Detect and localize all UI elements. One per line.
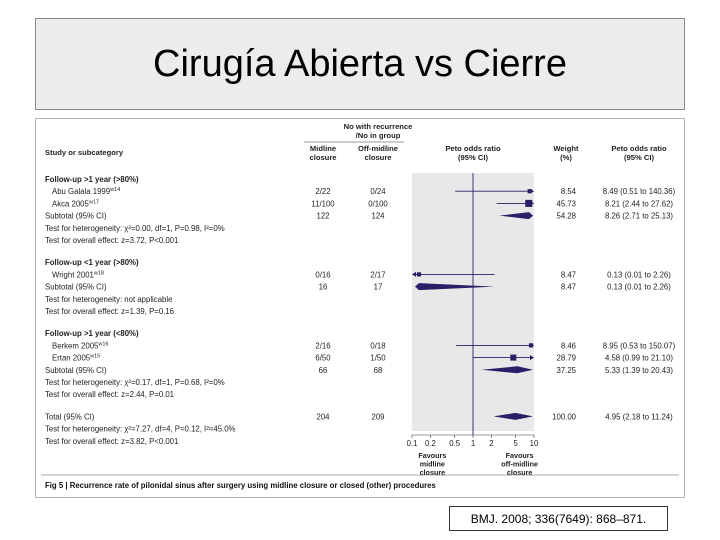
row-test-statistic: Test for overall effect: z=1.39, P=0.16 [45, 307, 175, 316]
header-offmidline-line1: Off-midline [357, 144, 399, 153]
row-test-statistic: Test for overall effect: z=3.82, P<0.001 [45, 436, 179, 446]
study-label: Akca $2005^{w17}$ [52, 199, 99, 209]
row-group-header: Follow-up <1 year (>80%) [45, 258, 139, 268]
weight-value: 8.47 [560, 282, 576, 292]
forest-plot [36, 119, 684, 497]
offmidline-count: 124 [371, 211, 385, 221]
x-tick-label: 0.2 [424, 439, 436, 448]
subtotal-label: Subtotal (95% CI) [45, 211, 107, 221]
offmidline-count: 0/18 [370, 341, 386, 351]
row-test-statistic: Test for heterogeneity: not applicable [45, 294, 173, 304]
header-peto-right-line1: Peto odds ratio [611, 144, 667, 153]
row-test-statistic: Test for overall effect: z=2.44, P=0.01 [45, 390, 175, 400]
x-tick-label: 10 [529, 439, 539, 448]
row-test-statistic: Test for overall effect: z=3.72, P<0.001 [45, 236, 179, 245]
header-recurrence-line2: /No in group [355, 131, 401, 140]
midline-count: 2/22 [315, 187, 331, 197]
midline-count: 11/100 [311, 199, 335, 209]
favours-right-label: off-midline [501, 459, 539, 469]
point-estimate-square [529, 343, 533, 347]
slide-title: Cirugía Abierta vs Cierre [153, 42, 567, 85]
weight-value: 8.46 [560, 341, 576, 351]
header-weight-line2: (%) [560, 153, 572, 162]
weight-value: 45.73 [556, 199, 576, 209]
weight-value: 8.54 [560, 187, 576, 197]
header-weight-line1: Weight [553, 144, 579, 153]
peto-ci-value: 8.26 (2.71 to 25.13) [604, 211, 674, 221]
midline-count: 6/50 [315, 353, 331, 363]
favours-right-label: closure [506, 468, 533, 477]
offmidline-count: 2/17 [370, 270, 386, 280]
offmidline-count: 68 [373, 365, 383, 375]
header-peto-line2: (95% CI) [458, 153, 488, 162]
study-label: Wright $2001^{w18}$ [52, 270, 104, 280]
favours-left-label: closure [419, 468, 446, 477]
x-tick-label: 1 [470, 439, 476, 448]
peto-ci-value: 4.58 (0.99 to 21.10) [604, 353, 674, 363]
weight-value: 28.79 [556, 353, 576, 363]
forest-plot-figure [35, 118, 685, 498]
header-peto-line1: Peto odds ratio [445, 144, 501, 153]
offmidline-count: 0/24 [370, 187, 386, 197]
study-label: Abu Galala $1999^{w14}$ [52, 187, 121, 197]
row-test-statistic: Test for heterogeneity: χ²=7.27, df=4, P=0.12, I²=45.0% [45, 424, 236, 434]
offmidline-count: 17 [373, 282, 383, 292]
figure-caption-label: Fig 5 | [45, 481, 68, 490]
header-study: Study or subcategory [45, 148, 124, 157]
favours-left-label: midline [419, 459, 445, 469]
header-recurrence-line1: No with recurrence [343, 122, 413, 131]
peto-ci-value: 8.95 (0.53 to 150.07) [602, 341, 676, 351]
study-reference: w17 [88, 199, 99, 206]
subtotal-label: Subtotal (95% CI) [45, 365, 107, 375]
total-label: Total (95% CI) [45, 412, 95, 422]
favours-right-label: Favours [505, 451, 534, 460]
study-label: Berkem $2005^{w16}$ [52, 341, 109, 351]
offmidline-count: 0/100 [368, 199, 388, 209]
midline-count: 0/16 [315, 270, 331, 280]
header-peto-right-line2: (95% CI) [624, 153, 654, 162]
point-estimate-square [510, 355, 516, 361]
peto-ci-value: 8.21 (2.44 to 27.62) [604, 199, 674, 209]
subtotal-label: Subtotal (95% CI) [45, 282, 107, 292]
row-group-header: Follow-up >1 year (<80%) [45, 329, 139, 339]
citation [449, 506, 668, 531]
x-tick-label: 5 [513, 439, 518, 448]
study-reference: w18 [93, 270, 104, 277]
peto-ci-value: 8.49 (0.51 to 140.36) [602, 187, 676, 197]
study-label: Ertan $2005^{w15}$ [52, 353, 101, 363]
study-reference: w15 [90, 353, 101, 360]
peto-ci-value: 4.95 (2.18 to 11.24) [605, 412, 673, 422]
midline-count: 122 [316, 211, 330, 221]
offmidline-count: 209 [371, 412, 385, 422]
study-reference: w14 [110, 187, 121, 194]
weight-value: 8.47 [560, 270, 576, 280]
header-offmidline-line2: closure [364, 153, 392, 162]
row-test-statistic: Test for heterogeneity: χ²=0.17, df=1, P=0.68, I²=0% [45, 378, 225, 387]
header-midline-line1: Midline [309, 144, 337, 153]
study-reference: w16 [98, 341, 109, 348]
midline-count: 204 [316, 412, 330, 422]
figure-caption [45, 481, 436, 490]
midline-count: 16 [318, 282, 328, 292]
favours-left-label: Favours [418, 451, 447, 460]
peto-ci-value: 0.13 (0.01 to 2.26) [607, 270, 671, 280]
row-group-header: Follow-up >1 year (>80%) [45, 175, 139, 184]
peto-ci-value: 0.13 (0.01 to 2.26) [607, 282, 671, 292]
x-tick-label: 0.1 [406, 439, 418, 448]
point-estimate-square [525, 200, 532, 207]
peto-ci-value: 5.33 (1.39 to 20.43) [604, 365, 674, 375]
x-tick-label: 0.5 [449, 439, 461, 448]
slide-title-box [35, 18, 685, 110]
midline-count: 66 [318, 365, 328, 375]
header-midline-line2: closure [309, 153, 337, 162]
citation-text: BMJ. 2008; 336(7649): 868–871. [470, 511, 647, 526]
x-tick-label: 2 [489, 439, 494, 448]
weight-value: 37.25 [556, 365, 576, 375]
point-estimate-square [528, 189, 532, 193]
midline-count: 2/16 [315, 341, 331, 351]
row-test-statistic: Test for heterogeneity: χ²=0.00, df=1, P=0.98, I²=0% [45, 223, 225, 233]
point-estimate-square [417, 272, 421, 276]
offmidline-count: 1/50 [370, 353, 386, 363]
figure-caption-text: Recurrence rate of pilonidal sinus after surgery using midline closure or closed (other) procedures [67, 481, 436, 490]
weight-value: 54.28 [556, 211, 576, 221]
weight-value: 100.00 [552, 412, 576, 422]
